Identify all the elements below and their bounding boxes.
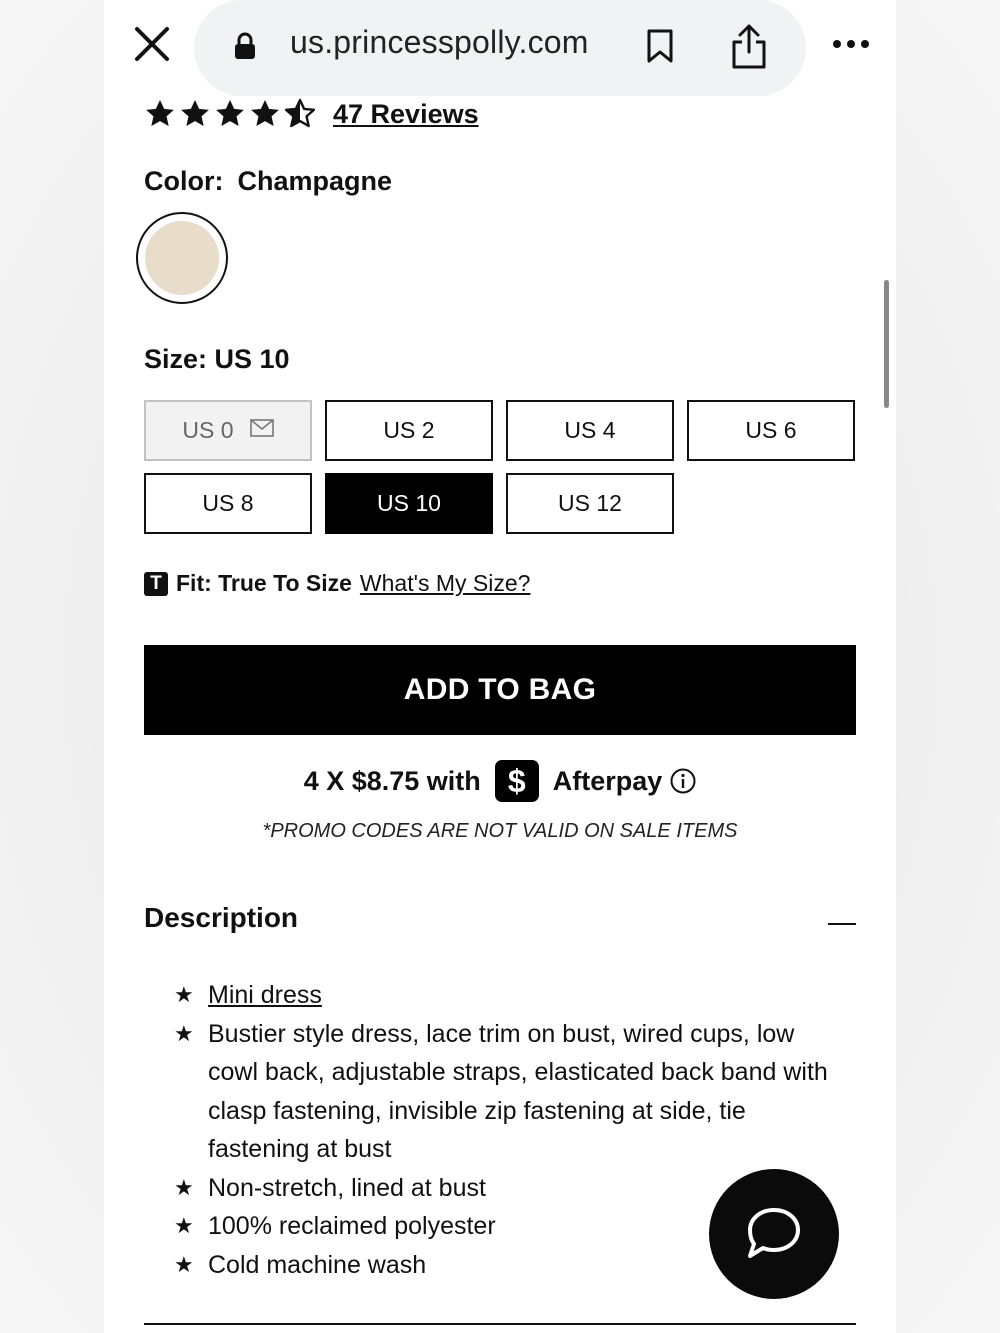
swatch-fill: [145, 221, 219, 295]
star-rating: [144, 98, 319, 130]
fit-row: [144, 570, 530, 597]
size-button-us4[interactable]: [506, 400, 674, 461]
fit-badge-icon: T: [144, 572, 168, 596]
star-icon: [179, 98, 211, 130]
afterpay-row: [104, 760, 896, 802]
fit-label: Fit: True To Size: [176, 570, 352, 596]
half-star-icon: [284, 98, 316, 130]
star-icon: [249, 98, 281, 130]
size-button-us8[interactable]: [144, 473, 312, 534]
info-icon[interactable]: [670, 768, 696, 794]
size-label: Size: US 10: [144, 344, 290, 374]
star-icon: [144, 98, 176, 130]
size-button-label: US 2: [383, 417, 435, 443]
size-grid: [144, 400, 856, 534]
size-button-label: US 10: [377, 490, 441, 516]
star-bullet-icon: ★: [174, 1020, 194, 1046]
list-item: [174, 1015, 834, 1169]
size-button-label: US 8: [202, 490, 254, 516]
star-bullet-icon: ★: [174, 982, 194, 1007]
promo-note: *PROMO CODES ARE NOT VALID ON SALE ITEMS: [262, 820, 738, 842]
chat-bubble-icon: [742, 1204, 806, 1264]
list-item-text: 100% reclaimed polyester: [208, 1212, 496, 1240]
mail-icon: [250, 419, 274, 437]
size-button-label: US 4: [564, 417, 616, 443]
product-page: [104, 0, 896, 1333]
list-item-text: Bustier style dress, lace trim on bust, wired cups, low cowl back, adjustable straps, elasticated back band with clasp fastening, invisible zip fastening at side, tie fastening at bust: [208, 1019, 828, 1163]
close-icon[interactable]: [130, 22, 174, 66]
description-heading[interactable]: Description: [144, 902, 299, 933]
star-bullet-icon: ★: [174, 1251, 194, 1277]
star-bullet-icon: ★: [174, 1213, 194, 1238]
list-item-text: Cold machine wash: [208, 1250, 427, 1279]
list-item: [174, 976, 834, 1015]
size-button-label: US 12: [558, 490, 622, 516]
afterpay-logo-icon: $: [495, 760, 539, 802]
size-guide-link[interactable]: What's My Size?: [359, 570, 531, 596]
size-button-us10[interactable]: [325, 473, 493, 534]
rating-row: [144, 96, 479, 132]
share-icon[interactable]: [729, 22, 769, 70]
add-to-bag-button[interactable]: ADD TO BAG: [144, 645, 856, 735]
section-divider: [144, 1323, 856, 1325]
bookmark-icon[interactable]: [644, 28, 676, 64]
scrollbar[interactable]: [884, 280, 889, 408]
mini-dress-link[interactable]: Mini dress: [208, 981, 322, 1009]
color-label: [144, 166, 392, 197]
url-bar[interactable]: [194, 0, 806, 96]
size-button-us12[interactable]: [506, 473, 674, 534]
size-button-label: US 0: [182, 417, 234, 443]
reviews-link[interactable]: 47 Reviews: [333, 98, 479, 129]
chat-button[interactable]: [709, 1169, 839, 1299]
size-button-us2[interactable]: [325, 400, 493, 461]
collapse-icon[interactable]: [828, 923, 856, 925]
more-icon[interactable]: [832, 36, 870, 52]
size-button-us6[interactable]: [687, 400, 855, 461]
size-button-label: US 6: [745, 417, 797, 443]
lock-icon: [232, 32, 258, 60]
star-bullet-icon: ★: [174, 1174, 194, 1200]
list-item-text: Non-stretch, lined at bust: [208, 1173, 486, 1202]
afterpay-brand: Afterpay: [552, 765, 663, 796]
color-value: Champagne: [237, 166, 393, 196]
color-label-text: Color:: [144, 166, 224, 196]
url-text: us.princesspolly.com: [290, 24, 589, 60]
afterpay-text: 4 X $8.75 with: [303, 765, 481, 796]
size-button-us0[interactable]: [144, 400, 312, 461]
color-swatch[interactable]: [136, 212, 228, 304]
star-icon: [214, 98, 246, 130]
